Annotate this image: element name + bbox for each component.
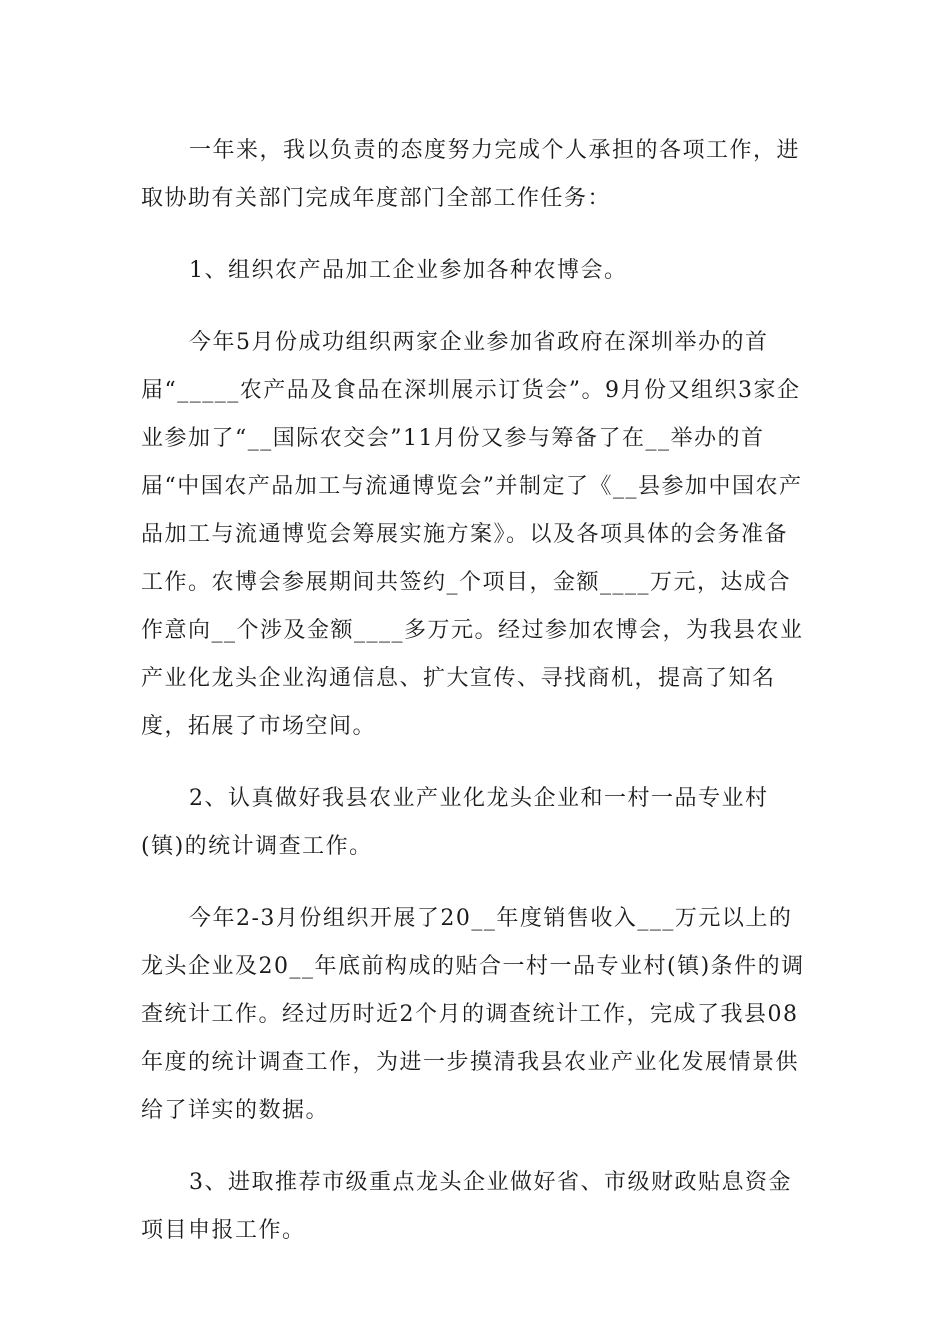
- paragraph-item-3-heading: 3、进取推荐市级重点龙头企业做好省、市级财政贴息资金项目申报工作。: [141, 1170, 792, 1243]
- document-body: [141, 127, 811, 1279]
- paragraph-item-1-body: 今年5月份成功组织两家企业参加省政府在深圳举办的首届“_____农产品及食品在深圳展示订货会”。9月份又组织3家企业参加了“__国际农交会”11月份又参与筹备了在__举办的首届“中国农产品加工与流通博览会”并制定了《__县参加中国农产品加工与流通博览会筹展实施方案》。以及各项具体的会务准备工作。农博会参展期间共签约_个项目，金额____万元，达成合作意向__个涉及金额____多万元。经过参加农博会，为我县农业产业化龙头企业沟通信息、扩大宣传、寻找商机，提高了知名度，拓展了市场空间。: [141, 330, 804, 739]
- paragraph-item-1-heading: 1、组织农产品加工企业参加各种农博会。: [189, 258, 628, 283]
- paragraph-item-2-body: 今年2-3月份组织开展了20__年度销售收入___万元以上的龙头企业及20__年底前构成的贴合一村一品专业村(镇)条件的调查统计工作。经过历时近2个月的调查统计工作，完成了我县08年度的统计调查工作，为进一步摸清我县农业产业化发展情景供给了详实的数据。: [141, 906, 805, 1123]
- paragraph-item-2-heading: 2、认真做好我县农业产业化龙头企业和一村一品专业村(镇)的统计调查工作。: [141, 786, 769, 859]
- paragraph-intro: 一年来，我以负责的态度努力完成个人承担的各项工作，进取协助有关部门完成年度部门全部工作任务：: [141, 138, 801, 211]
